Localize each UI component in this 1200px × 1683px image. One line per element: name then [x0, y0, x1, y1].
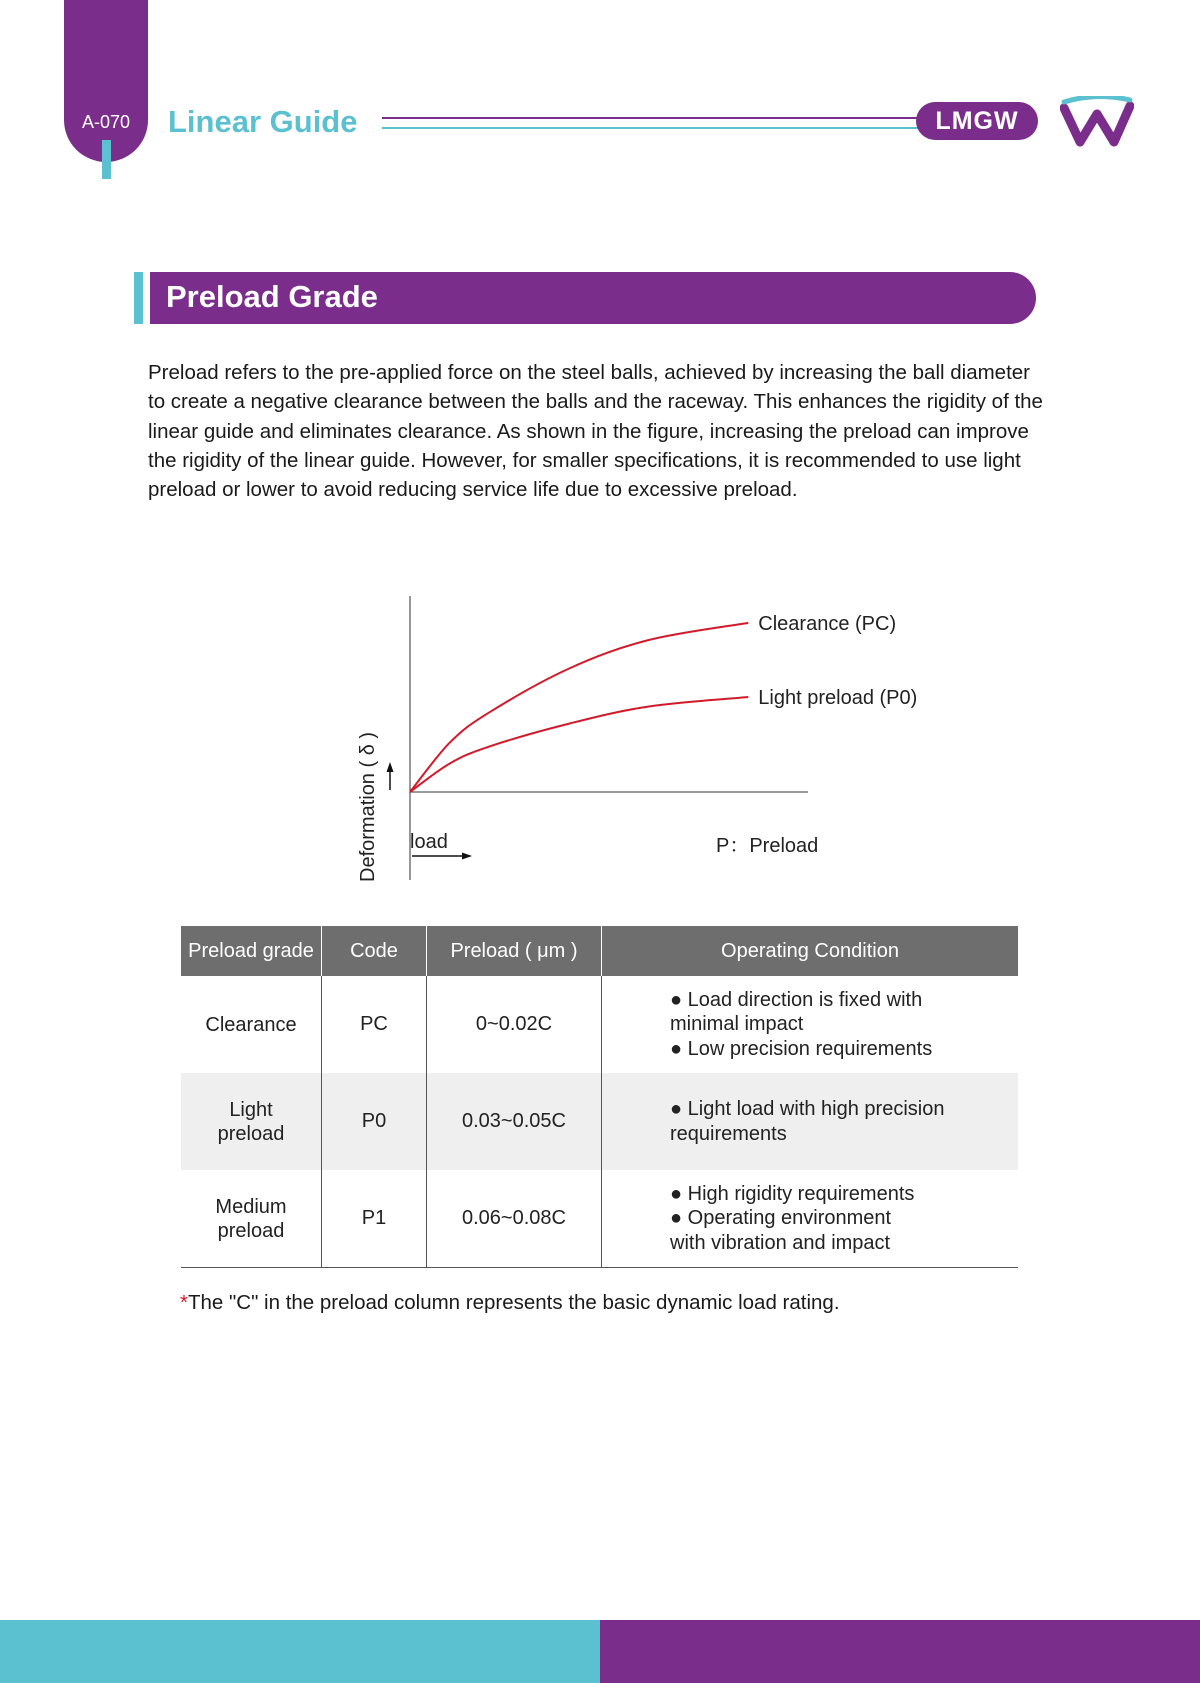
preload-table: [181, 926, 1018, 1268]
condition-line: ● High rigidity requirements: [670, 1182, 915, 1205]
grade-text: preload: [217, 1219, 285, 1242]
header-cell: Code: [322, 926, 427, 976]
grade-text: Light: [229, 1098, 273, 1121]
preload-chart: [340, 590, 960, 890]
condition-line: ● Load direction is fixed with: [670, 988, 923, 1011]
table-row: [181, 1073, 1018, 1170]
brand-logo-icon: [1060, 96, 1134, 148]
condition-cell: [602, 1073, 1019, 1170]
header-cell: Preload grade: [181, 926, 322, 976]
footer-band-purple: [600, 1620, 1200, 1683]
condition-line: ● Low precision requirements: [670, 1037, 933, 1060]
header-rule-cyan: [382, 127, 922, 129]
series-line-1: [410, 697, 748, 792]
grade-text: preload: [217, 1122, 285, 1145]
footnote: [180, 1291, 840, 1315]
grade-cell: [181, 976, 322, 1073]
grade-cell: [181, 1170, 322, 1268]
footnote-star: *: [180, 1291, 188, 1314]
series-line-0: [410, 623, 748, 792]
x-arrow-head: [462, 853, 472, 860]
footer-band-cyan: [0, 1620, 600, 1683]
header-title: Linear Guide: [168, 104, 358, 139]
condition-line: requirements: [670, 1122, 787, 1145]
x-axis-label: load: [410, 831, 448, 853]
section-title-accent: [134, 272, 143, 324]
table-header-row: [181, 926, 1018, 976]
chart-note: P：Preload: [716, 835, 819, 857]
header-cell: Operating Condition: [602, 926, 1019, 976]
header-cell: Preload ( μm ): [427, 926, 602, 976]
page-tab-stem: [102, 140, 111, 179]
code-cell: P1: [322, 1170, 427, 1268]
code-cell: PC: [322, 976, 427, 1073]
condition-cell: [602, 976, 1019, 1073]
condition-line: ● Light load with high precision: [670, 1098, 945, 1120]
preload-cell: 0.03~0.05C: [427, 1073, 602, 1170]
page-tab: [64, 0, 148, 162]
grade-text: Medium: [215, 1195, 287, 1218]
code-cell: P0: [322, 1073, 427, 1170]
condition-cell: [602, 1170, 1019, 1268]
grade-cell: [181, 1073, 322, 1170]
condition-line: with vibration and impact: [670, 1231, 891, 1254]
section-title: Preload Grade: [166, 279, 378, 314]
condition-line: ● Operating environment: [670, 1207, 892, 1230]
y-axis-label: Deformation ( δ ): [357, 731, 379, 882]
footnote-text: The "C" in the preload column represents the basic dynamic load rating.: [187, 1291, 840, 1314]
grade-text: Clearance: [205, 1013, 297, 1036]
table-row: [181, 1170, 1018, 1268]
condition-line: minimal impact: [670, 1013, 804, 1036]
brand-badge: LMGW: [916, 102, 1038, 140]
series-label-1: Light preload (P0): [758, 687, 918, 709]
preload-cell: 0.06~0.08C: [427, 1170, 602, 1268]
series-label-0: Clearance (PC): [758, 612, 897, 635]
intro-paragraph: Preload refers to the pre-applied force on the steel balls, achieved by increasing the ball diameter to create a negative clearance between the balls and the raceway. This enhances the rigidity of the linear guide and eliminates clearance. As shown in the figure, increasing the preload can improve the rigidity of the linear guide. However, for smaller specifications, it is recommended to use light preload or lower to avoid reducing service life due to excessive preload.: [148, 361, 1043, 502]
y-arrow-head: [387, 762, 394, 772]
header-rule-purple: [382, 117, 922, 119]
preload-cell: 0~0.02C: [427, 976, 602, 1073]
table-row: [181, 976, 1018, 1073]
page-number: A-070: [81, 112, 131, 132]
